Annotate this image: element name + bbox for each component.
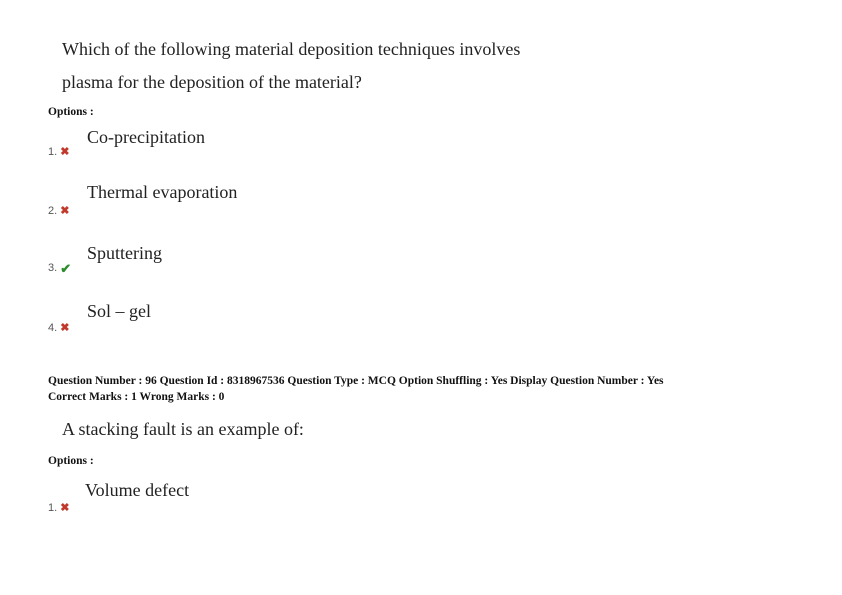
cross-icon: ✖ bbox=[60, 204, 70, 217]
question-text-line-1: Which of the following material deposition techniques involves bbox=[62, 39, 521, 59]
check-icon: ✔ bbox=[60, 260, 72, 276]
option-text: Volume defect bbox=[85, 480, 190, 500]
options-label: Options : bbox=[48, 455, 94, 467]
cross-icon: ✖ bbox=[60, 321, 70, 334]
question-text-line-2: plasma for the deposition of the material? bbox=[62, 72, 362, 92]
option-text: Sol – gel bbox=[87, 301, 152, 321]
option-text: Sputtering bbox=[87, 243, 162, 263]
options-label: Options : bbox=[48, 106, 94, 118]
option-text: Thermal evaporation bbox=[87, 182, 238, 202]
option-text: Co-precipitation bbox=[87, 127, 205, 147]
cross-icon: ✖ bbox=[60, 501, 70, 514]
question-meta-line-2: Correct Marks : 1 Wrong Marks : 0 bbox=[48, 391, 225, 403]
option-number: 4. ✖ bbox=[48, 321, 70, 334]
option-number: 1. ✖ bbox=[48, 501, 70, 514]
option-number: 1. ✖ bbox=[48, 145, 70, 158]
cross-icon: ✖ bbox=[60, 145, 70, 158]
option-number: 2. ✖ bbox=[48, 204, 70, 217]
question-text: A stacking fault is an example of: bbox=[62, 419, 304, 439]
question-meta-line-1: Question Number : 96 Question Id : 8318967536 Question Type : MCQ Option Shuffling : Yes Display Question Number : Yes bbox=[48, 375, 664, 387]
option-number: 3. ✔ bbox=[48, 260, 72, 276]
